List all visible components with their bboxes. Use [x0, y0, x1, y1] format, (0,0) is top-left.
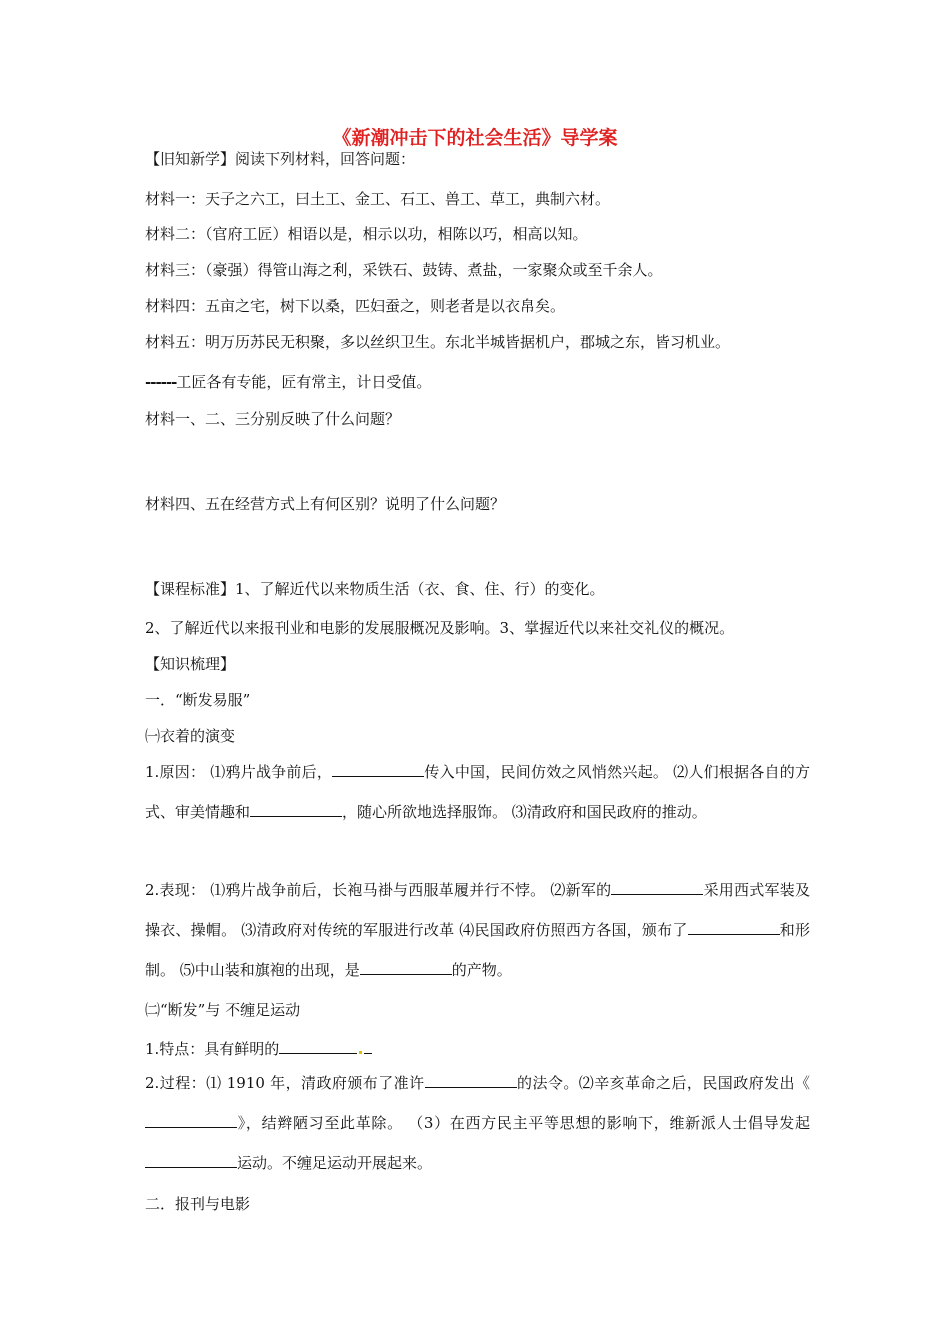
fill-blank[interactable] — [279, 1037, 357, 1054]
material-5-continuation — [145, 371, 810, 393]
fill-blank[interactable] — [145, 1151, 237, 1168]
cause-paragraph: 1.原因： ⑴鸦片战争前后， 传入中国，民间仿效之风悄然兴起。 ⑵人们根据各自的方式、审美情趣和 ，随心所欲地选择服饰。 ⑶清政府和国民政府的推动。 — [145, 752, 810, 832]
question-2: 材料四、五在经营方式上有何区别？说明了什么问题？ — [145, 495, 506, 513]
knowledge-heading: 【知识梳理】 — [145, 655, 236, 673]
material-2: 材料二：（官府工匠）相语以是，相示以功，相陈以巧，相高以知。 — [145, 225, 588, 243]
section-2-heading: 二．报刊与电影 — [145, 1195, 251, 1213]
fill-blank[interactable] — [332, 760, 424, 777]
process-paragraph: 2.过程：⑴ 1910 年，清政府颁布了准许 的法令。⑵辛亥革命之后，民国政府发出《》，结辫陋习至此革除。 （3）在西方民主平等思想的影响下，维新派人士倡导发起运动。不缠足运动开展起来。 — [145, 1063, 810, 1183]
fill-blank[interactable] — [425, 1071, 517, 1088]
course-standard-1: 【课程标准】1、了解近代以来物质生活（衣、食、住、行）的变化。 — [145, 580, 605, 598]
fill-blank[interactable] — [145, 1111, 237, 1128]
subsection-1-heading: ㈠衣着的演变 — [145, 727, 236, 745]
material-4: 材料四：五亩之宅，树下以桑，匹妇蚕之，则老者是以衣帛矣。 — [145, 297, 566, 315]
material-1: 材料一：天子之六工，曰土工、金工、石工、兽工、草工，典制六材。 — [145, 190, 611, 208]
fill-blank[interactable] — [611, 878, 703, 895]
fill-blank[interactable] — [250, 800, 342, 817]
question-1: 材料一、二、三分别反映了什么问题？ — [145, 410, 401, 428]
fill-blank[interactable] — [688, 918, 780, 935]
page-title: 《新潮冲击下的社会生活》导学案 — [332, 127, 618, 149]
review-heading: 【旧知新学】阅读下列材料，回答问题： — [145, 150, 416, 168]
show-paragraph: 2.表现： ⑴鸦片战争前后，长袍马褂与西服革履并行不悖。 ⑵新军的 采用西式军装及操衣、操帽。 ⑶清政府对传统的军服进行改革 ⑷民国政府仿照西方各国，颁布了 和形制。 ⑸中山装和旗袍的出现，是 的产物。 — [145, 870, 810, 990]
course-standard-2: 2、了解近代以来报刊业和电影的发展服概况及影响。3、掌握近代以来社交礼仪的概况。 — [145, 619, 735, 637]
subsection-2-heading: ㈡“断发”与 不缠足运动 — [145, 1001, 301, 1019]
fill-blank[interactable] — [364, 1037, 372, 1054]
material-5-tail: 工匠各有专能，匠有常主，计日受值。 — [176, 373, 432, 391]
section-1-heading: 一．“断发易服” — [145, 691, 251, 709]
material-3: 材料三：（豪强）得管山海之利，采铁石、鼓铸、煮盐，一家聚众或至千余人。 — [145, 261, 663, 279]
feature-line: 1.特点：具有鲜明的 — [145, 1037, 810, 1060]
material-5: 材料五：明万历苏民无积聚，多以丝织卫生。东北半城皆据机户，郡城之东，皆习机业。 — [145, 333, 731, 351]
fill-blank[interactable] — [360, 958, 452, 975]
dash-marker: ------ — [145, 373, 177, 391]
mark-dot — [359, 1051, 362, 1054]
